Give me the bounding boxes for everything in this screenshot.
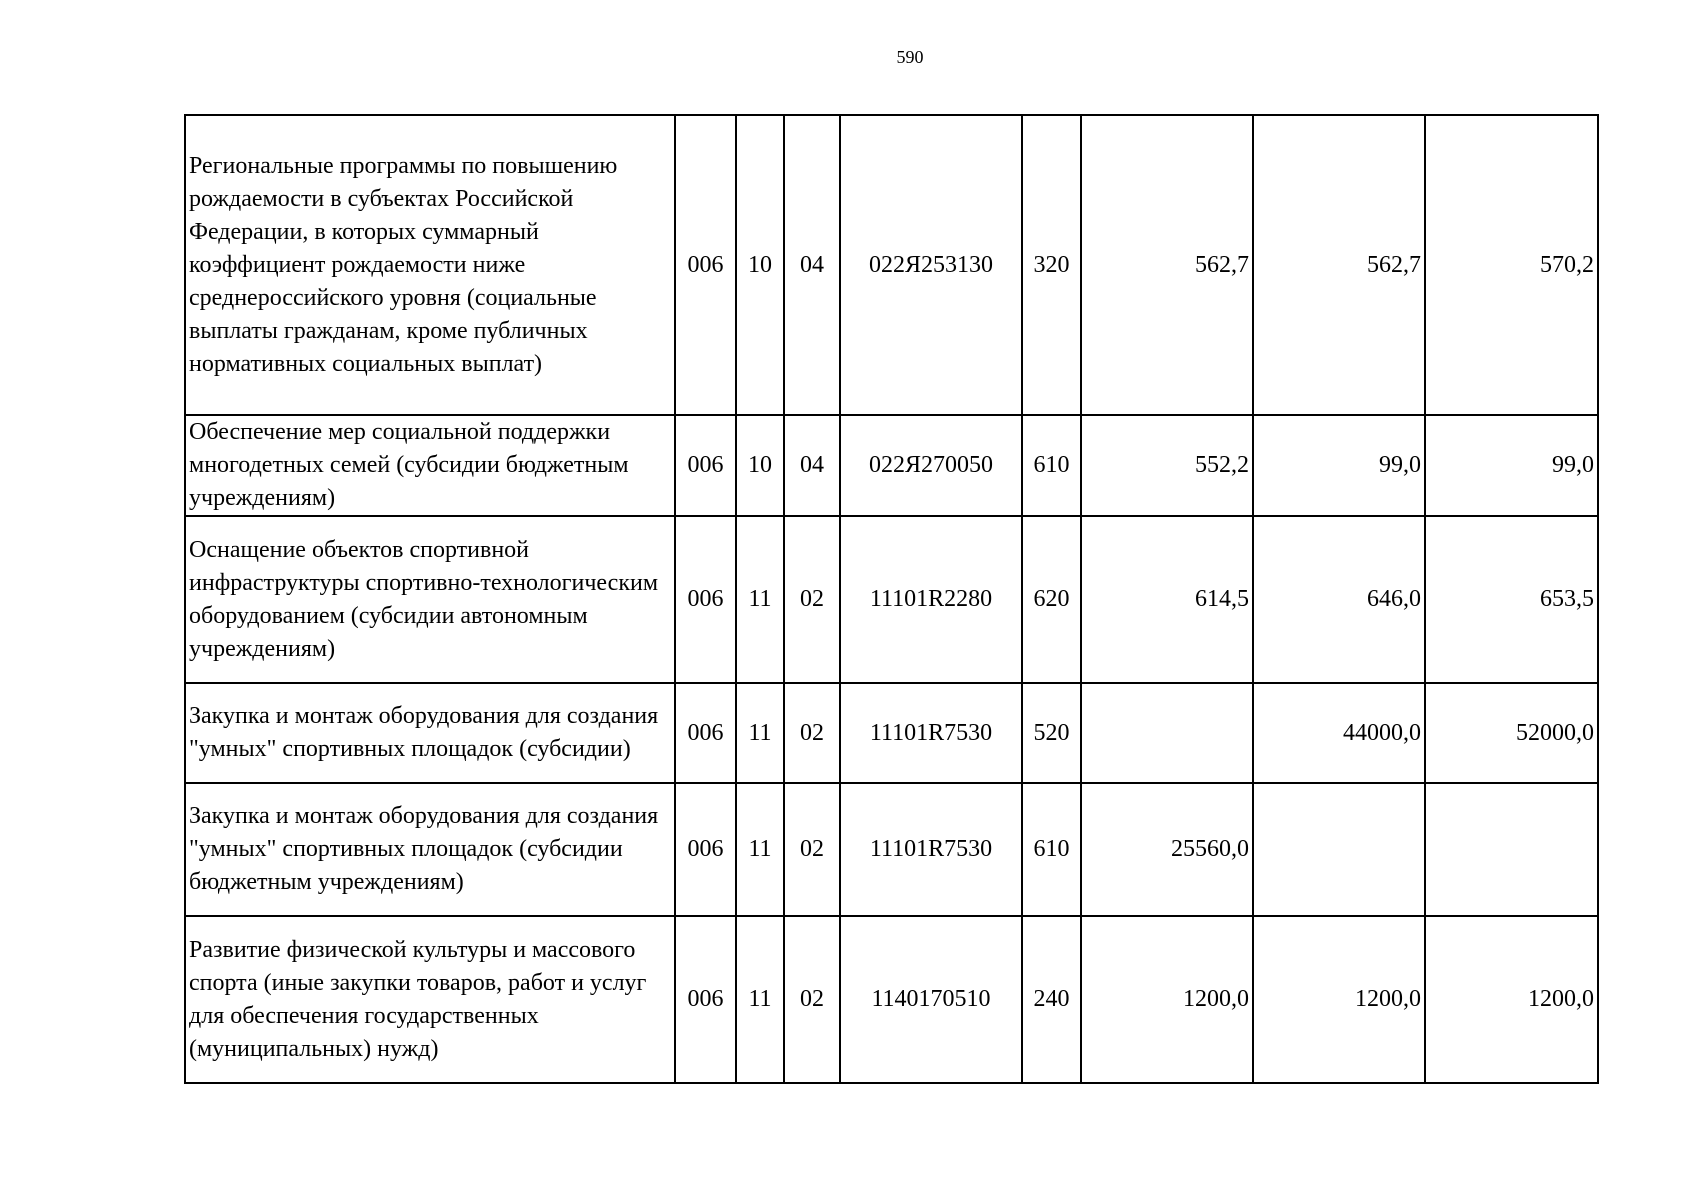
ministry-code: 006 <box>675 683 736 783</box>
ministry-code: 006 <box>675 516 736 683</box>
expense-type-code: 520 <box>1022 683 1081 783</box>
budget-table <box>184 114 1599 1084</box>
expense-type-code: 240 <box>1022 916 1081 1083</box>
table-row <box>185 916 1598 1083</box>
amount-year-1: 1200,0 <box>1081 916 1253 1083</box>
amount-year-3: 1200,0 <box>1425 916 1598 1083</box>
subsection-code: 02 <box>784 916 840 1083</box>
amount-year-1: 562,7 <box>1081 115 1253 415</box>
amount-year-2: 562,7 <box>1253 115 1425 415</box>
subsection-code: 04 <box>784 415 840 516</box>
row-description: Региональные программы по повышению рождаемости в субъектах Российской Федерации, в которых суммарный коэффициент рождаемости ниже среднероссийского уровня (социальные выплаты гражданам, кроме публичных нормативных социальных выплат) <box>185 115 675 415</box>
section-code: 11 <box>736 516 784 683</box>
subsection-code: 02 <box>784 516 840 683</box>
amount-year-1 <box>1081 683 1253 783</box>
amount-year-3 <box>1425 783 1598 916</box>
ministry-code: 006 <box>675 916 736 1083</box>
amount-year-1: 552,2 <box>1081 415 1253 516</box>
target-article-code: 022Я270050 <box>840 415 1022 516</box>
amount-year-2: 44000,0 <box>1253 683 1425 783</box>
amount-year-3: 653,5 <box>1425 516 1598 683</box>
section-code: 11 <box>736 783 784 916</box>
table-row <box>185 415 1598 516</box>
target-article-code: 022Я253130 <box>840 115 1022 415</box>
table-row <box>185 115 1598 415</box>
target-article-code: 11101R7530 <box>840 683 1022 783</box>
subsection-code: 02 <box>784 683 840 783</box>
amount-year-1: 25560,0 <box>1081 783 1253 916</box>
row-description: Закупка и монтаж оборудования для создания "умных" спортивных площадок (субсидии бюджетным учреждениям) <box>185 783 675 916</box>
section-code: 11 <box>736 916 784 1083</box>
row-description: Развитие физической культуры и массового спорта (иные закупки товаров, работ и услуг для обеспечения государственных (муниципальных) нужд) <box>185 916 675 1083</box>
amount-year-2: 99,0 <box>1253 415 1425 516</box>
row-description: Обеспечение мер социальной поддержки многодетных семей (субсидии бюджетным учреждениям) <box>185 415 675 516</box>
expense-type-code: 320 <box>1022 115 1081 415</box>
page-number: 590 <box>896 47 924 67</box>
expense-type-code: 610 <box>1022 783 1081 916</box>
target-article-code: 11101R7530 <box>840 783 1022 916</box>
row-description: Закупка и монтаж оборудования для создания "умных" спортивных площадок (субсидии) <box>185 683 675 783</box>
table-row <box>185 516 1598 683</box>
table-row <box>185 783 1598 916</box>
ministry-code: 006 <box>675 783 736 916</box>
expense-type-code: 610 <box>1022 415 1081 516</box>
target-article-code: 1140170510 <box>840 916 1022 1083</box>
section-code: 10 <box>736 115 784 415</box>
ministry-code: 006 <box>675 115 736 415</box>
subsection-code: 02 <box>784 783 840 916</box>
amount-year-2 <box>1253 783 1425 916</box>
row-description: Оснащение объектов спортивной инфраструктуры спортивно-технологическим оборудованием (субсидии автономным учреждениям) <box>185 516 675 683</box>
section-code: 10 <box>736 415 784 516</box>
table-row <box>185 683 1598 783</box>
amount-year-2: 646,0 <box>1253 516 1425 683</box>
expense-type-code: 620 <box>1022 516 1081 683</box>
amount-year-3: 52000,0 <box>1425 683 1598 783</box>
target-article-code: 11101R2280 <box>840 516 1022 683</box>
subsection-code: 04 <box>784 115 840 415</box>
section-code: 11 <box>736 683 784 783</box>
amount-year-3: 570,2 <box>1425 115 1598 415</box>
amount-year-2: 1200,0 <box>1253 916 1425 1083</box>
amount-year-1: 614,5 <box>1081 516 1253 683</box>
amount-year-3: 99,0 <box>1425 415 1598 516</box>
ministry-code: 006 <box>675 415 736 516</box>
